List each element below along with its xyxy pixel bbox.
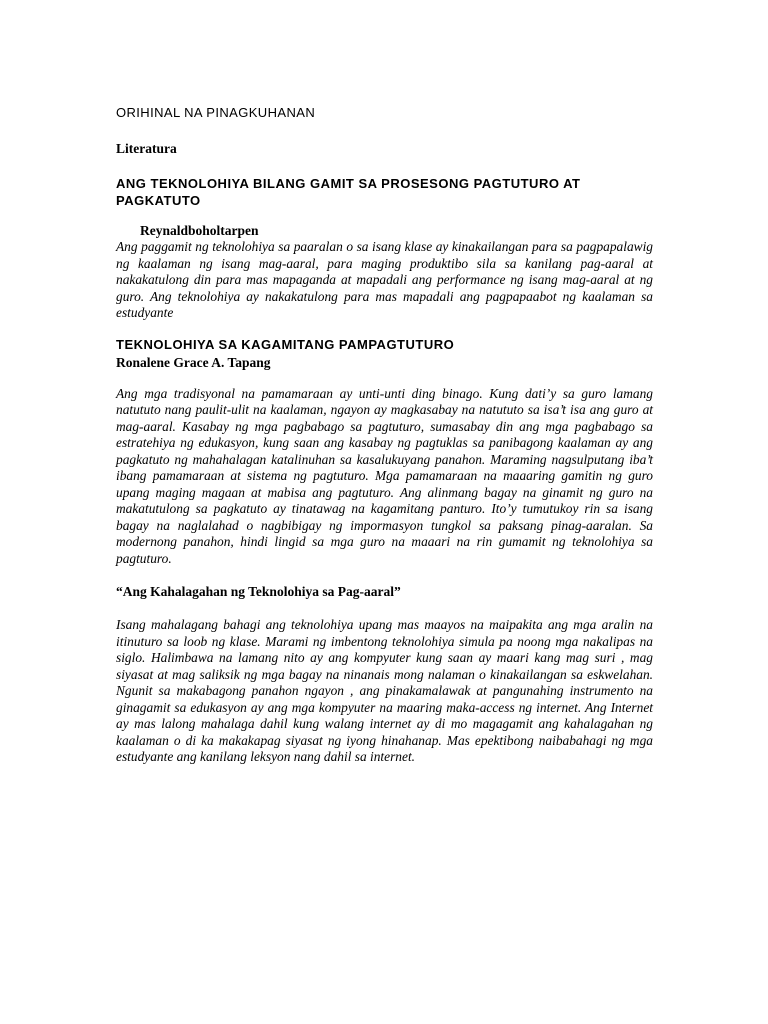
section3-title: “Ang Kahalagahan ng Teknolohiya sa Pag-aaral” bbox=[116, 584, 401, 599]
section2-author: Ronalene Grace A. Tapang bbox=[116, 354, 271, 370]
document-heading: ORIHINAL NA PINAGKUHANAN bbox=[116, 105, 316, 120]
category-label: Literatura bbox=[116, 141, 177, 156]
section2-body: Ang mga tradisyonal na pamamaraan ay unti-unti ding binago. Kung dati’y sa guro lamang natututo nang paulit-ulit na kaalaman, ngayon ay magkasabay na natututo sa isa’t isa ang guro at mag-aaral. Kasabay ng mga pagbabago sa pagtuturo, sumasabay din ang mga pagbabago sa estratehiya ng edukasyon, kung saan ang kasabay ng pagtuklas sa panibagong kaalaman ay ang pagkatuto ng mahahalagan katalinuhan sa kasalukuyang panahon. Maraming nagsulputang iba’t ibang pamamaraan at sistema ng pagtuturo. Mga pamamaraan na maaaring gamitin ng guro upang maging magaan at mabisa ang pagtuturo. Ang alinmang bagay na ginamit ng guro na makatutulong sa pagkatuto ay tinatawag na kagamitang panturo. Ito’y tumutukoy rin sa isang bagay na naglalahad o nagbibigay ng impormasyon tungkol sa paksang pinag-aaralan. Sa modernong panahon, hindi lingid sa mga guro na maaari na rin gumamit ng teknolohiya sa pagtuturo. bbox=[116, 385, 653, 566]
document-page bbox=[116, 104, 653, 766]
section2-title: TEKNOLOHIYA SA KAGAMITANG PAMPAGTUTURO bbox=[116, 336, 455, 352]
section1-title: ANG TEKNOLOHIYA BILANG GAMIT SA PROSESONG PAGTUTURO AT PAGKATUTO bbox=[116, 176, 581, 208]
section1-author: Reynaldboholtarpen bbox=[140, 223, 259, 238]
section3-body: Isang mahalagang bahagi ang teknolohiya upang mas maayos na maipakita ang mga aralin na itinuturo sa loob ng klase. Marami ng imbentong teknolohiya simula pa noong mga nakalipas na siglo. Halimbawa na lamang nito ay ang kompyuter kung saan ay maari kang mag suri , mag siyasat at mag saliksik ng mga bagay na ninanais mong nalaman o kinakailangan sa eskwelahan. Ngunit sa makabagong panahon ngayon , ang pinakamalawak at pangunahing instrumento na ginagamit sa edukasyon ay ang mga kompyuter na maaring maka-access ng internet. Ang Internet ay mas lalong mahalaga dahil kung walang internet ay di mo magagamit ang kahalagahan ng kaalaman o di ka makakapag siyasat ng iyong hinahanap. Mas epektibong naibabahagi ng mga estudyante ang kanilang leksyon nang dahil sa internet. bbox=[116, 617, 653, 764]
section1-body: Ang paggamit ng teknolohiya sa paaralan o sa isang klase ay kinakailangan para sa pagpapalawig ng kaalaman ng isang mag-aaral, para maging produktibo sila sa kanilang pag-aaral at nakakatulong din para mas mapaganda at mapadali ang performance ng isang mag-aaral at ng guro. Ang teknolohiya ay nakakatulong para mas mapadali ang pagpapaabot ng kaalaman sa estudyante bbox=[116, 239, 653, 320]
